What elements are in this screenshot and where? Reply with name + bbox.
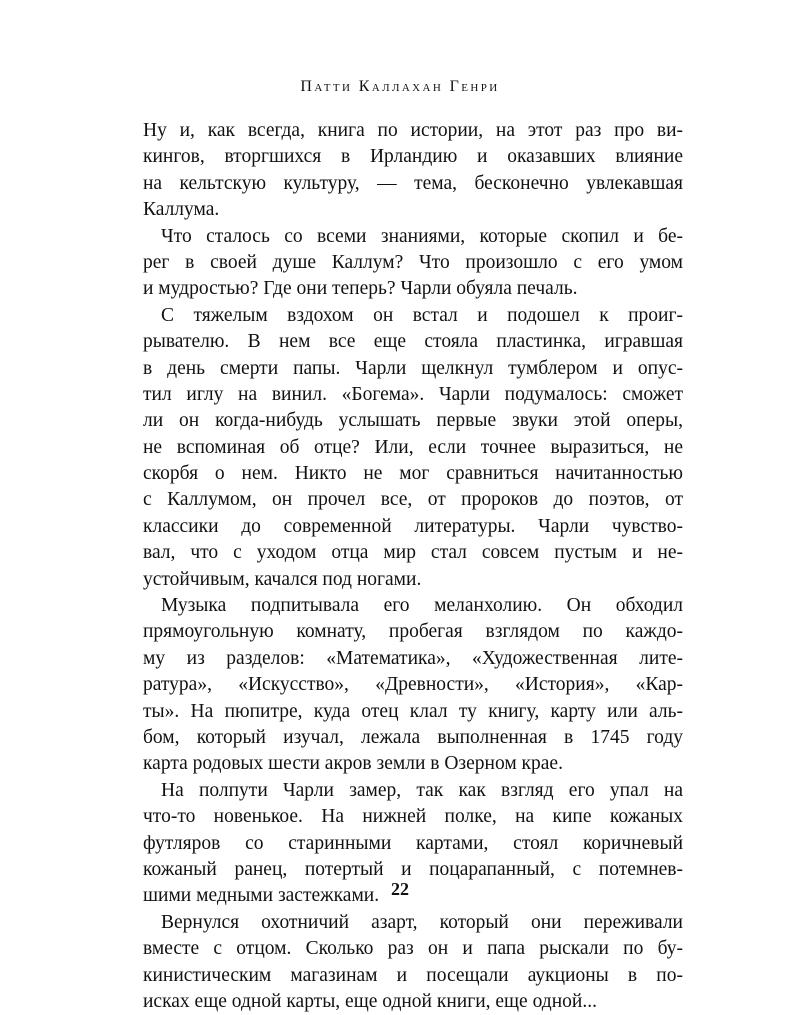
text-line: и мудростью? Где они теперь? Чарли обуяла печаль.	[143, 278, 578, 300]
text-line: кингов, вторгшихся в Ирландию и оказавших влияние	[143, 146, 683, 168]
text-line: кинистическим магазинам и посещали аукционы в по-	[143, 964, 683, 986]
text-line: ли он когда-нибудь услышать первые звуки этой оперы,	[143, 410, 683, 432]
text-line: тил иглу на винил. «Богема». Чарли подумалось: сможет	[143, 383, 683, 405]
text-line: классики до современной литературы. Чарли чувство-	[143, 515, 683, 537]
text-line: бом, который изучал, лежала выполненная в 1745 году	[143, 726, 683, 748]
text-line: прямоугольную комнату, пробегая взглядом по каждо-	[143, 621, 683, 643]
text-line: С тяжелым вздохом он встал и подошел к проиг-	[161, 304, 683, 326]
page-number: 22	[391, 879, 409, 899]
text-line: на кельтскую культуру, — тема, бесконечно увлекавшая	[143, 172, 683, 194]
text-line: Музыка подпитывала его меланхолию. Он обходил	[161, 595, 683, 617]
text-line: шими медными застежками.	[143, 885, 380, 907]
text-line: На полпути Чарли замер, так как взгляд его упал на	[161, 779, 683, 801]
text-line: вместе с отцом. Сколько раз он и папа рыскали по бу-	[143, 938, 683, 960]
text-line: рег в своей душе Каллум? Что произошло с его умом	[143, 251, 683, 273]
text-line: Вернулся охотничий азарт, который они переживали	[161, 911, 683, 933]
text-line: исках еще одной карты, еще одной книги, еще одной...	[143, 990, 597, 1012]
text-line: не вспоминая об отце? Или, если точнее выразиться, не	[143, 436, 683, 458]
text-line: Каллума.	[143, 199, 220, 221]
text-line: рывателю. В нем все еще стояла пластинка, игравшая	[143, 331, 683, 353]
text-line: в день смерти папы. Чарли щелкнул тумблером и опус-	[143, 357, 683, 379]
text-line: вал, что с уходом отца мир стал совсем пустым и не-	[143, 542, 683, 564]
text-line: ратура», «Искусство», «Древности», «История», «Кар-	[143, 674, 683, 696]
text-line: Что сталось со всеми знаниями, которые скопил и бе-	[161, 225, 683, 247]
text-line: скорбя о нем. Никто не мог сравниться начитанностью	[143, 463, 683, 485]
text-line: с Каллумом, он прочел все, от пророков до поэтов, от	[143, 489, 683, 511]
text-line: кожаный ранец, потертый и поцарапанный, с потемнев-	[143, 858, 683, 880]
text-line: футляров со старинными картами, стоял коричневый	[143, 832, 683, 854]
text-line: что-то новенькое. На нижней полке, на кипе кожаных	[143, 806, 683, 828]
text-line: Ну и, как всегда, книга по истории, на этот раз про ви-	[143, 120, 683, 141]
text-line: му из разделов: «Математика», «Художественная лите-	[143, 647, 683, 669]
running-head-author: Патти Каллахан Генри	[300, 78, 500, 95]
text-line: карта родовых шести акров земли в Озерном крае.	[143, 753, 563, 775]
text-line: ты». На пюпитре, куда отец клал ту книгу, карту или аль-	[143, 700, 683, 722]
text-line: устойчивым, качался под ногами.	[143, 568, 422, 590]
